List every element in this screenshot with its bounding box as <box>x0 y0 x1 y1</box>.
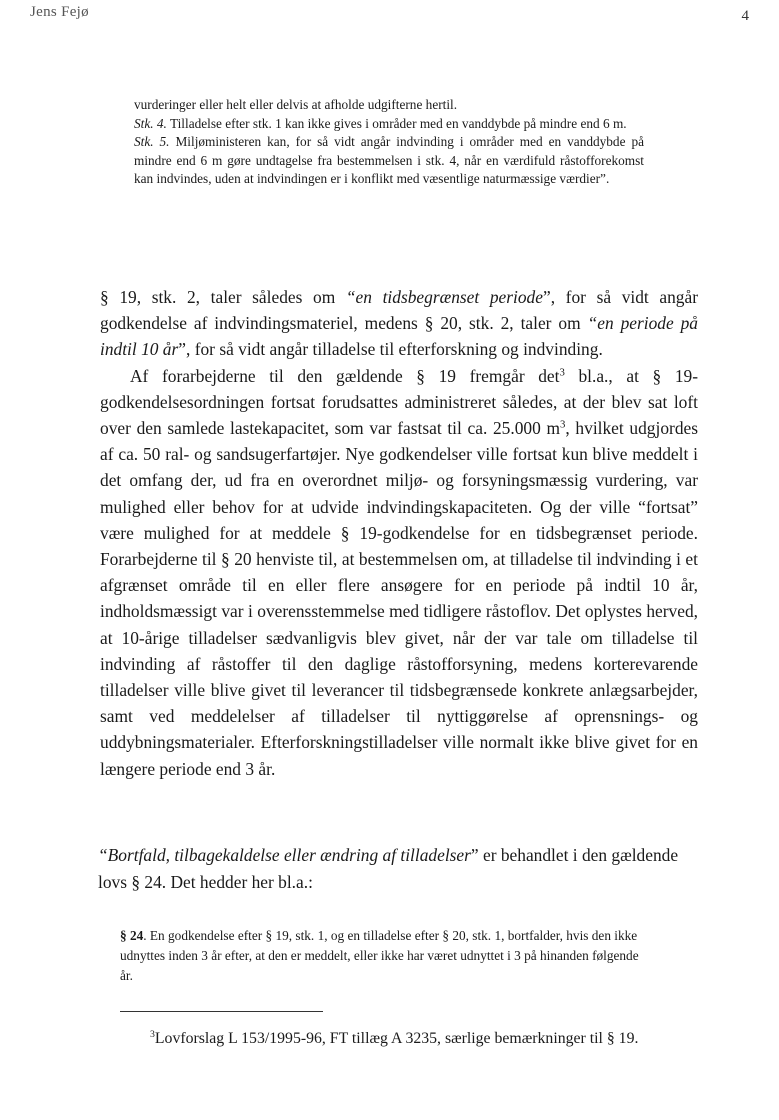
text-run: , hvilket udgjordes af ca. 50 ral- og sandsugerfartøjer. Nye godkendelser ville fortsat kun blive meddelt i det omfang der, ud fra en overordnet miljø- og forsyningsmæssig vurdering, var mulighed eller behov for at udvide indvindingskapaciteten. Og der ville “fortsat” være mulighed for at meddele § 19-godkendelse for en tidsbegrænset periode. Forarbejderne til § 20 henviste til, at bestemmelsen om, at tilladelse til indvinding i et afgrænset område til en eller flere ansøgere for en periode på indtil 10 år, indholdsmæssigt var i overensstemmelse med tidligere råstoflov. Det oplystes herved, at 10-årige tilladelser sædvanligvis blev givet, når der var tale om tilladelse til indvinding af råstoffer til den daglige råstofforsyning, medens korterevarende tilladelser ville blive givet til leverancer til tidsbegrænsede konkrete anlægsarbejder, samt ved meddelelser af tilladelser til nyttiggørelse af oprensnings- og uddybningsmaterialer. Efterforskningstilladelser ville normalt ikke blive givet for en længere periode end 3 år. <box>100 418 698 779</box>
body-paragraph-1 <box>100 284 698 363</box>
body-paragraph-2 <box>100 363 698 782</box>
footnote-marker: 3 <box>150 1029 155 1041</box>
italic-phrase: “en tidsbegrænset periode <box>345 287 543 307</box>
footnote-text: Lovforslag L 153/1995-96, FT tillæg A 3235, særlige bemærkninger til § 19. <box>154 1030 639 1047</box>
block-quote-law-text <box>134 96 644 189</box>
quote-stk4 <box>134 115 644 134</box>
quote-stk5 <box>134 133 644 189</box>
body-text <box>100 284 698 782</box>
text-run: § 19, stk. 2, taler således om <box>100 287 346 307</box>
text-run: bl.a., at § 19-godkendelsesordningen fortsat forudsattes administreret således, at der blev sat loft over den samlede lastekapacitet, som var fastsat til ca. 25.000 m <box>100 365 698 439</box>
paragraph <box>98 842 698 895</box>
page-number: 4 <box>741 8 749 24</box>
section-label: § 24 <box>120 928 144 943</box>
quote-paragraph <box>120 926 650 986</box>
footnote <box>150 1029 690 1049</box>
text-run: ”, for så vidt angår tilladelse til efterforskning og indvinding. <box>178 339 603 360</box>
stk5-label: Stk. 5. <box>134 134 170 149</box>
footnote-reference: 3 <box>559 366 565 379</box>
stk5-text: Miljøministeren kan, for så vidt angår indvinding i områder med en vanddybde på mindre end 6 m gøre undtagelse fra bestemmelsen i stk. 4, når en værdifuld råstofforekomst kan indvindes, uden at indvindingen er i konflikt med væsentlige naturmæssige værdier”. <box>134 134 644 186</box>
running-header-author: Jens Fejø <box>30 4 89 20</box>
italic-phrase: “en periode på indtil 10 år <box>100 313 699 360</box>
quote-line: vurderinger eller helt eller delvis at afholde udgifterne hertil. <box>134 97 458 112</box>
text-run: ” er behandlet i den gældende lovs § 24. Det hedder her bl.a.: <box>98 845 679 892</box>
quote-text: . En godkendelse efter § 19, stk. 1, og en tilladelse efter § 20, stk. 1, bortfalder, hvis den ikke udnyttes inden 3 år efter, at den er meddelt, eller ikke har været udnyttet i 3 på hinanden følgende år. <box>120 928 639 983</box>
text-run: ”, for så vidt angår godkendelse af indvindingsmateriel, medens § 20, stk. 2, taler om <box>100 287 698 334</box>
italic-phrase: “Bortfald, tilbagekaldelse eller ændring af tilladelser <box>98 845 471 865</box>
text-run: Af forarbejderne til den gældende § 19 fremgår det <box>130 365 560 386</box>
footnote-separator <box>120 1011 323 1012</box>
superscript: 3 <box>560 418 566 431</box>
body-paragraph-3 <box>98 842 698 895</box>
block-quote-section-24 <box>120 926 650 986</box>
stk4-label: Stk. 4. <box>134 115 167 131</box>
stk4-text: Tilladelse efter stk. 1 kan ikke gives i områder med en vanddybde på mindre end 6 m. <box>166 115 627 131</box>
